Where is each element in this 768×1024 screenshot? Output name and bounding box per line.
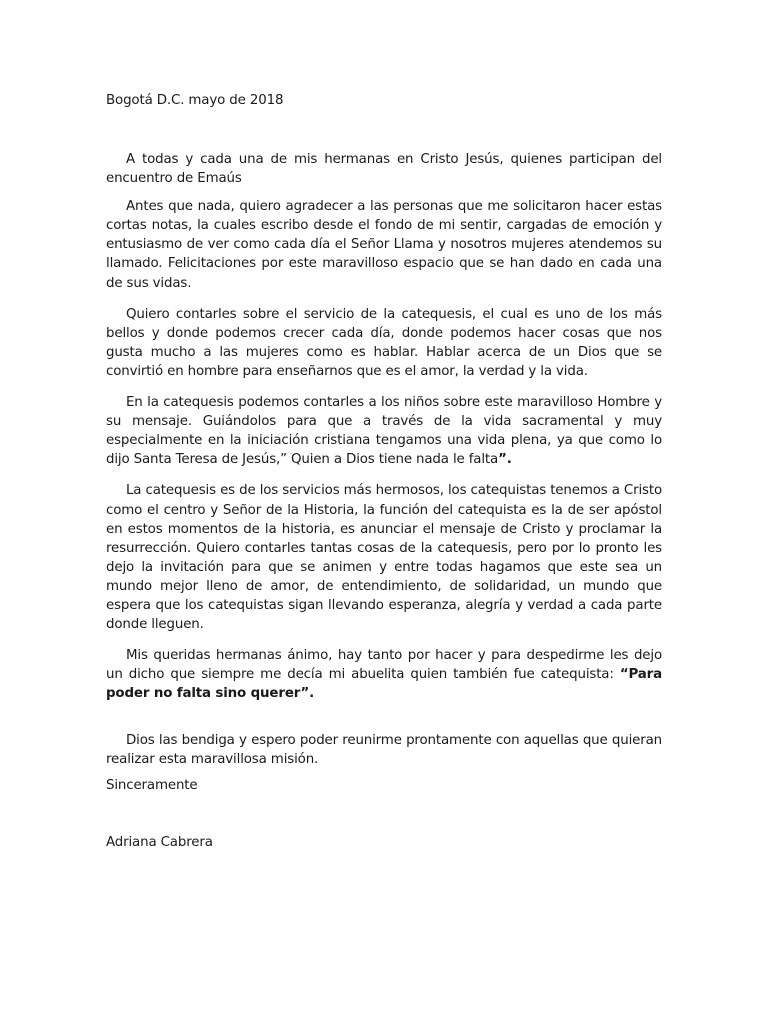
catechesis-children-paragraph (106, 393, 662, 469)
letter-body (106, 150, 662, 703)
catechesis-service-paragraph: La catequesis es de los servicios más hermosos, los catequistas tenemos a Cristo como el centro y Señor de la Historia, la función del catequista es la de ser apóstol en estos momentos de la historia, es anunciar el mensaje de Cristo y proclamar la resurrección. Quiero contarles tantas cosas de la catequesis, pero por lo pronto les dejo la invitación para que se animen y entre todas hagamos que este sea un mundo mejor lleno de amor, de entendimiento, de solidaridad, un mundo que espera que los catequistas sigan llevando esperanza, alegría y verdad a cada parte donde lleguen. (106, 483, 662, 633)
catechesis-intro-paragraph: Quiero contarles sobre el servicio de la catequesis, el cual es uno de los más bellos y donde podemos crecer cada día, donde podemos hacer cosas que nos gusta mucho a las mujeres como es hablar. Hablar acerca de un Dios que se convirtió en hombre para enseñarnos que es el amor, la verdad y la vida. (106, 306, 662, 379)
paragraph-text: En la catequesis podemos contarles a los niños sobre este maravilloso Hombre y su mensaje. Guiándolos para que a través de la vida sacramental y muy especialmente en la iniciación cristiana tengamos una vida plena, ya que como lo dijo Santa Teresa de Jesús,” Quien a Dios tiene nada le falta (106, 395, 662, 468)
closing-paragraph: Dios las bendiga y espero poder reunirme prontamente con aquellas que quieran realizar esta maravillosa misión. (106, 733, 662, 768)
thanks-paragraph: Antes que nada, quiero agradecer a las personas que me solicitaron hacer estas cortas notas, la cuales escribo desde el fondo de mi sentir, cargadas de emoción y entusiasmo de ver como cada día el Señor Llama y nosotros mujeres atendemos su llamado. Felicitaciones por este maravilloso espacio que se han dado en cada una de sus vidas. (106, 199, 662, 291)
letter-date: Bogotá D.C. mayo de 2018 (106, 93, 284, 108)
farewell-paragraph (106, 646, 662, 703)
greeting-paragraph: A todas y cada una de mis hermanas en Cristo Jesús, quienes participan del encuentro de Emaús (106, 152, 662, 187)
grandmother-saying: “Para poder no falta sino querer” (106, 667, 662, 702)
signature-name: Adriana Cabrera (106, 835, 213, 850)
closing-quote-mark: ”. (498, 452, 512, 468)
sentence-end: . (309, 686, 315, 702)
paragraph-text: Mis queridas hermanas ánimo, hay tanto por hacer y para despedirme les dejo un dicho que siempre me decía mi abuelita quien también fue catequista: (106, 648, 662, 683)
sign-off: Sinceramente (106, 778, 198, 793)
